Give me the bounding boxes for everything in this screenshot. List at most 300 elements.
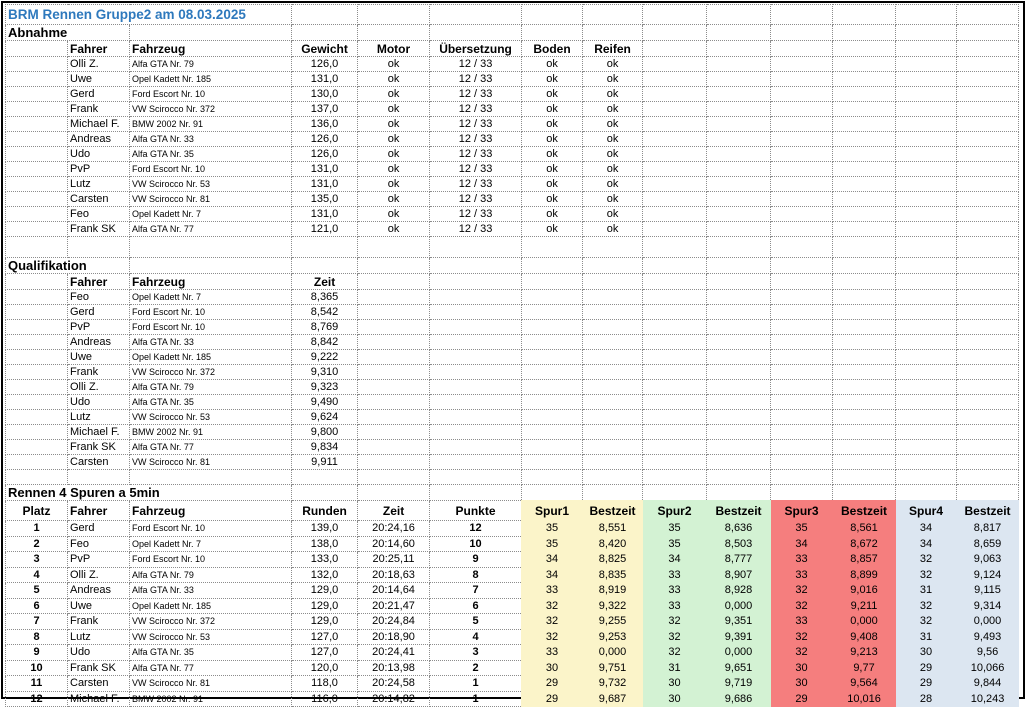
fahrzeug-cell[interactable]: Alfa GTA Nr. 77 [130,660,292,676]
fahrer-cell[interactable]: Michael F. [68,117,130,132]
bestzeit1-cell[interactable]: 9,255 [583,614,643,630]
bestzeit2-cell[interactable]: 8,928 [707,583,771,599]
zeit-cell[interactable]: 8,842 [292,335,358,350]
fahrzeug-cell[interactable]: Opel Kadett Nr. 7 [130,207,292,222]
fahrzeug-cell[interactable]: Alfa GTA Nr. 35 [130,147,292,162]
zeit-cell[interactable]: 8,542 [292,305,358,320]
spur1-cell[interactable]: 32 [522,598,583,614]
gewicht-cell[interactable]: 130,0 [292,87,358,102]
col-header-fahrer[interactable]: Fahrer [68,41,130,57]
platz-cell[interactable]: 5 [6,583,68,599]
fahrer-cell[interactable]: Frank SK [68,440,130,455]
boden-cell[interactable]: ok [522,102,583,117]
col-header-bestzeit1[interactable]: Bestzeit [583,501,643,521]
spur4-cell[interactable]: 31 [896,629,957,645]
col-header-spur1[interactable]: Spur1 [522,501,583,521]
col-header-punkte[interactable]: Punkte [430,501,522,521]
platz-cell[interactable]: 1 [6,521,68,537]
platz-cell[interactable]: 6 [6,598,68,614]
fahrer-cell[interactable]: Feo [68,536,130,552]
fahrzeug-cell[interactable]: Ford Escort Nr. 10 [130,87,292,102]
spur4-cell[interactable]: 34 [896,536,957,552]
zeit-cell[interactable]: 20:14,82 [358,691,430,707]
reifen-cell[interactable]: ok [583,57,643,72]
fahrzeug-cell[interactable]: Alfa GTA Nr. 33 [130,583,292,599]
spur4-cell[interactable]: 32 [896,552,957,568]
bestzeit3-cell[interactable]: 8,899 [833,567,896,583]
bestzeit4-cell[interactable]: 9,56 [957,645,1019,661]
spur4-cell[interactable]: 29 [896,676,957,692]
zeit-cell[interactable]: 9,624 [292,410,358,425]
bestzeit1-cell[interactable]: 9,322 [583,598,643,614]
platz-cell[interactable]: 2 [6,536,68,552]
bestzeit3-cell[interactable]: 9,016 [833,583,896,599]
spur3-cell[interactable]: 30 [771,676,833,692]
motor-cell[interactable]: ok [358,177,430,192]
fahrzeug-cell[interactable]: VW Scirocco Nr. 81 [130,192,292,207]
bestzeit3-cell[interactable]: 9,408 [833,629,896,645]
zeit-cell[interactable]: 9,911 [292,455,358,470]
fahrzeug-cell[interactable]: Ford Escort Nr. 10 [130,320,292,335]
fahrzeug-cell[interactable]: BMW 2002 Nr. 91 [130,691,292,707]
bestzeit3-cell[interactable]: 9,77 [833,660,896,676]
spur1-cell[interactable]: 35 [522,521,583,537]
punkte-cell[interactable]: 5 [430,614,522,630]
col-header-spur4[interactable]: Spur4 [896,501,957,521]
boden-cell[interactable]: ok [522,192,583,207]
motor-cell[interactable]: ok [358,117,430,132]
motor-cell[interactable]: ok [358,87,430,102]
fahrzeug-cell[interactable]: Alfa GTA Nr. 35 [130,395,292,410]
spur2-cell[interactable]: 32 [643,614,707,630]
runden-cell[interactable]: 132,0 [292,567,358,583]
spur1-cell[interactable]: 34 [522,552,583,568]
spur4-cell[interactable]: 32 [896,567,957,583]
spur4-cell[interactable]: 32 [896,598,957,614]
uebersetzung-cell[interactable]: 12 / 33 [430,117,522,132]
col-header-zeit[interactable]: Zeit [358,501,430,521]
platz-cell[interactable]: 7 [6,614,68,630]
spur3-cell[interactable]: 34 [771,536,833,552]
fahrer-cell[interactable]: Feo [68,290,130,305]
bestzeit4-cell[interactable]: 9,493 [957,629,1019,645]
spur4-cell[interactable]: 30 [896,645,957,661]
fahrer-cell[interactable]: Uwe [68,350,130,365]
gewicht-cell[interactable]: 126,0 [292,57,358,72]
bestzeit1-cell[interactable]: 8,551 [583,521,643,537]
fahrzeug-cell[interactable]: BMW 2002 Nr. 91 [130,117,292,132]
sheet-title[interactable]: BRM Rennen Gruppe2 am 08.03.2025 [6,5,292,25]
spur4-cell[interactable]: 29 [896,660,957,676]
zeit-cell[interactable]: 20:14,60 [358,536,430,552]
motor-cell[interactable]: ok [358,162,430,177]
reifen-cell[interactable]: ok [583,132,643,147]
fahrzeug-cell[interactable]: Ford Escort Nr. 10 [130,521,292,537]
reifen-cell[interactable]: ok [583,192,643,207]
boden-cell[interactable]: ok [522,222,583,237]
zeit-cell[interactable]: 20:14,64 [358,583,430,599]
bestzeit2-cell[interactable]: 8,907 [707,567,771,583]
zeit-cell[interactable]: 9,222 [292,350,358,365]
bestzeit4-cell[interactable]: 9,115 [957,583,1019,599]
boden-cell[interactable]: ok [522,87,583,102]
fahrzeug-cell[interactable]: VW Scirocco Nr. 81 [130,676,292,692]
bestzeit1-cell[interactable]: 8,825 [583,552,643,568]
runden-cell[interactable]: 120,0 [292,660,358,676]
bestzeit4-cell[interactable]: 9,063 [957,552,1019,568]
fahrzeug-cell[interactable]: Alfa GTA Nr. 35 [130,645,292,661]
spur2-cell[interactable]: 33 [643,583,707,599]
spur3-cell[interactable]: 30 [771,660,833,676]
bestzeit2-cell[interactable]: 9,719 [707,676,771,692]
col-header-spur2[interactable]: Spur2 [643,501,707,521]
bestzeit1-cell[interactable]: 9,687 [583,691,643,707]
spur2-cell[interactable]: 32 [643,629,707,645]
zeit-cell[interactable]: 9,834 [292,440,358,455]
bestzeit1-cell[interactable]: 8,919 [583,583,643,599]
fahrer-cell[interactable]: Michael F. [68,425,130,440]
platz-cell[interactable]: 12 [6,691,68,707]
bestzeit2-cell[interactable]: 9,686 [707,691,771,707]
col-header-fahrzeug[interactable]: Fahrzeug [130,274,292,290]
fahrer-cell[interactable]: Udo [68,395,130,410]
runden-cell[interactable]: 138,0 [292,536,358,552]
fahrer-cell[interactable]: PvP [68,162,130,177]
zeit-cell[interactable]: 20:24,41 [358,645,430,661]
fahrer-cell[interactable]: Gerd [68,87,130,102]
spur4-cell[interactable]: 28 [896,691,957,707]
col-header-fahrzeug[interactable]: Fahrzeug [130,41,292,57]
bestzeit3-cell[interactable]: 8,672 [833,536,896,552]
fahrzeug-cell[interactable]: Alfa GTA Nr. 79 [130,57,292,72]
col-header-zeit[interactable]: Zeit [292,274,358,290]
fahrer-cell[interactable]: PvP [68,552,130,568]
fahrzeug-cell[interactable]: Opel Kadett Nr. 7 [130,536,292,552]
fahrer-cell[interactable]: Frank SK [68,660,130,676]
spur3-cell[interactable]: 32 [771,629,833,645]
motor-cell[interactable]: ok [358,207,430,222]
punkte-cell[interactable]: 10 [430,536,522,552]
section-label-qualifikation[interactable]: Qualifikation [6,258,130,274]
fahrzeug-cell[interactable]: VW Scirocco Nr. 81 [130,455,292,470]
spur3-cell[interactable]: 32 [771,645,833,661]
fahrzeug-cell[interactable]: Alfa GTA Nr. 79 [130,567,292,583]
spur2-cell[interactable]: 35 [643,521,707,537]
punkte-cell[interactable]: 6 [430,598,522,614]
col-header-platz[interactable]: Platz [6,501,68,521]
spur2-cell[interactable]: 30 [643,676,707,692]
zeit-cell[interactable]: 9,490 [292,395,358,410]
platz-cell[interactable]: 11 [6,676,68,692]
fahrer-cell[interactable]: Olli Z. [68,567,130,583]
spur4-cell[interactable]: 34 [896,521,957,537]
gewicht-cell[interactable]: 131,0 [292,207,358,222]
bestzeit4-cell[interactable]: 10,243 [957,691,1019,707]
fahrzeug-cell[interactable]: Alfa GTA Nr. 33 [130,335,292,350]
gewicht-cell[interactable]: 131,0 [292,177,358,192]
bestzeit2-cell[interactable]: 8,777 [707,552,771,568]
zeit-cell[interactable]: 8,365 [292,290,358,305]
zeit-cell[interactable]: 20:24,58 [358,676,430,692]
fahrzeug-cell[interactable]: Alfa GTA Nr. 77 [130,222,292,237]
spur1-cell[interactable]: 34 [522,567,583,583]
boden-cell[interactable]: ok [522,132,583,147]
punkte-cell[interactable]: 12 [430,521,522,537]
zeit-cell[interactable]: 20:24,16 [358,521,430,537]
punkte-cell[interactable]: 4 [430,629,522,645]
punkte-cell[interactable]: 7 [430,583,522,599]
bestzeit4-cell[interactable]: 8,817 [957,521,1019,537]
bestzeit3-cell[interactable]: 0,000 [833,614,896,630]
fahrzeug-cell[interactable]: VW Scirocco Nr. 53 [130,177,292,192]
spur2-cell[interactable]: 30 [643,691,707,707]
platz-cell[interactable]: 8 [6,629,68,645]
gewicht-cell[interactable]: 121,0 [292,222,358,237]
spur1-cell[interactable]: 32 [522,614,583,630]
fahrzeug-cell[interactable]: Opel Kadett Nr. 185 [130,350,292,365]
bestzeit1-cell[interactable]: 8,420 [583,536,643,552]
reifen-cell[interactable]: ok [583,87,643,102]
gewicht-cell[interactable]: 131,0 [292,162,358,177]
runden-cell[interactable]: 116,0 [292,691,358,707]
fahrer-cell[interactable]: Lutz [68,629,130,645]
punkte-cell[interactable]: 9 [430,552,522,568]
spur4-cell[interactable]: 31 [896,583,957,599]
spur1-cell[interactable]: 35 [522,536,583,552]
runden-cell[interactable]: 129,0 [292,614,358,630]
col-header-fahrer[interactable]: Fahrer [68,501,130,521]
fahrer-cell[interactable]: Frank SK [68,222,130,237]
col-header-spur3[interactable]: Spur3 [771,501,833,521]
fahrzeug-cell[interactable]: VW Scirocco Nr. 372 [130,614,292,630]
fahrzeug-cell[interactable]: Ford Escort Nr. 10 [130,305,292,320]
col-header-runden[interactable]: Runden [292,501,358,521]
fahrzeug-cell[interactable]: Alfa GTA Nr. 33 [130,132,292,147]
platz-cell[interactable]: 10 [6,660,68,676]
gewicht-cell[interactable]: 137,0 [292,102,358,117]
spur3-cell[interactable]: 33 [771,552,833,568]
bestzeit4-cell[interactable]: 0,000 [957,614,1019,630]
fahrer-cell[interactable]: Lutz [68,177,130,192]
fahrer-cell[interactable]: Andreas [68,583,130,599]
bestzeit1-cell[interactable]: 0,000 [583,645,643,661]
motor-cell[interactable]: ok [358,192,430,207]
zeit-cell[interactable]: 20:21,47 [358,598,430,614]
col-header-fahrer[interactable]: Fahrer [68,274,130,290]
spur3-cell[interactable]: 35 [771,521,833,537]
punkte-cell[interactable]: 8 [430,567,522,583]
reifen-cell[interactable]: ok [583,222,643,237]
bestzeit2-cell[interactable]: 9,651 [707,660,771,676]
boden-cell[interactable]: ok [522,117,583,132]
bestzeit2-cell[interactable]: 0,000 [707,645,771,661]
fahrzeug-cell[interactable]: VW Scirocco Nr. 372 [130,102,292,117]
spur3-cell[interactable]: 32 [771,583,833,599]
motor-cell[interactable]: ok [358,102,430,117]
uebersetzung-cell[interactable]: 12 / 33 [430,87,522,102]
spur1-cell[interactable]: 29 [522,676,583,692]
col-header-bestzeit3[interactable]: Bestzeit [833,501,896,521]
zeit-cell[interactable]: 20:18,90 [358,629,430,645]
motor-cell[interactable]: ok [358,222,430,237]
boden-cell[interactable]: ok [522,177,583,192]
reifen-cell[interactable]: ok [583,102,643,117]
fahrer-cell[interactable]: Carsten [68,455,130,470]
bestzeit2-cell[interactable]: 9,351 [707,614,771,630]
fahrzeug-cell[interactable]: VW Scirocco Nr. 372 [130,365,292,380]
gewicht-cell[interactable]: 126,0 [292,132,358,147]
boden-cell[interactable]: ok [522,162,583,177]
reifen-cell[interactable]: ok [583,162,643,177]
punkte-cell[interactable]: 1 [430,691,522,707]
runden-cell[interactable]: 129,0 [292,598,358,614]
platz-cell[interactable]: 3 [6,552,68,568]
fahrer-cell[interactable]: Lutz [68,410,130,425]
gewicht-cell[interactable]: 126,0 [292,147,358,162]
runden-cell[interactable]: 133,0 [292,552,358,568]
bestzeit1-cell[interactable]: 8,835 [583,567,643,583]
bestzeit2-cell[interactable]: 9,391 [707,629,771,645]
fahrer-cell[interactable]: Frank [68,614,130,630]
col-header-bestzeit4[interactable]: Bestzeit [957,501,1019,521]
bestzeit1-cell[interactable]: 9,751 [583,660,643,676]
gewicht-cell[interactable]: 136,0 [292,117,358,132]
motor-cell[interactable]: ok [358,57,430,72]
spur2-cell[interactable]: 35 [643,536,707,552]
fahrzeug-cell[interactable]: Alfa GTA Nr. 77 [130,440,292,455]
section-label-rennen[interactable]: Rennen 4 Spuren a 5min [6,485,292,501]
spur4-cell[interactable]: 32 [896,614,957,630]
reifen-cell[interactable]: ok [583,147,643,162]
bestzeit2-cell[interactable]: 0,000 [707,598,771,614]
punkte-cell[interactable]: 2 [430,660,522,676]
col-header-reifen[interactable]: Reifen [583,41,643,57]
spur3-cell[interactable]: 32 [771,598,833,614]
bestzeit1-cell[interactable]: 9,732 [583,676,643,692]
zeit-cell[interactable]: 20:24,84 [358,614,430,630]
uebersetzung-cell[interactable]: 12 / 33 [430,162,522,177]
gewicht-cell[interactable]: 135,0 [292,192,358,207]
uebersetzung-cell[interactable]: 12 / 33 [430,177,522,192]
col-header-gewicht[interactable]: Gewicht [292,41,358,57]
uebersetzung-cell[interactable]: 12 / 33 [430,147,522,162]
boden-cell[interactable]: ok [522,147,583,162]
fahrer-cell[interactable]: Olli Z. [68,380,130,395]
col-header-fahrzeug[interactable]: Fahrzeug [130,501,292,521]
fahrzeug-cell[interactable]: BMW 2002 Nr. 91 [130,425,292,440]
reifen-cell[interactable]: ok [583,207,643,222]
bestzeit4-cell[interactable]: 10,066 [957,660,1019,676]
fahrzeug-cell[interactable]: VW Scirocco Nr. 53 [130,410,292,425]
section-label-abnahme[interactable]: Abnahme [6,25,130,41]
fahrzeug-cell[interactable]: Opel Kadett Nr. 185 [130,72,292,87]
bestzeit2-cell[interactable]: 8,636 [707,521,771,537]
uebersetzung-cell[interactable]: 12 / 33 [430,72,522,87]
zeit-cell[interactable]: 9,323 [292,380,358,395]
uebersetzung-cell[interactable]: 12 / 33 [430,222,522,237]
motor-cell[interactable]: ok [358,132,430,147]
bestzeit3-cell[interactable]: 9,213 [833,645,896,661]
spur2-cell[interactable]: 33 [643,567,707,583]
bestzeit3-cell[interactable]: 9,211 [833,598,896,614]
runden-cell[interactable]: 127,0 [292,645,358,661]
uebersetzung-cell[interactable]: 12 / 33 [430,102,522,117]
spur1-cell[interactable]: 30 [522,660,583,676]
fahrer-cell[interactable]: Carsten [68,192,130,207]
uebersetzung-cell[interactable]: 12 / 33 [430,132,522,147]
fahrer-cell[interactable]: Andreas [68,132,130,147]
boden-cell[interactable]: ok [522,72,583,87]
col-header-uebersetzung[interactable]: Übersetzung [430,41,522,57]
bestzeit3-cell[interactable]: 10,016 [833,691,896,707]
fahrer-cell[interactable]: PvP [68,320,130,335]
fahrzeug-cell[interactable]: Ford Escort Nr. 10 [130,162,292,177]
zeit-cell[interactable]: 8,769 [292,320,358,335]
gewicht-cell[interactable]: 131,0 [292,72,358,87]
bestzeit2-cell[interactable]: 8,503 [707,536,771,552]
zeit-cell[interactable]: 20:13,98 [358,660,430,676]
bestzeit4-cell[interactable]: 8,659 [957,536,1019,552]
bestzeit4-cell[interactable]: 9,314 [957,598,1019,614]
spur2-cell[interactable]: 33 [643,598,707,614]
fahrer-cell[interactable]: Michael F. [68,691,130,707]
platz-cell[interactable]: 9 [6,645,68,661]
fahrzeug-cell[interactable]: Ford Escort Nr. 10 [130,552,292,568]
bestzeit3-cell[interactable]: 8,561 [833,521,896,537]
bestzeit4-cell[interactable]: 9,124 [957,567,1019,583]
boden-cell[interactable]: ok [522,57,583,72]
reifen-cell[interactable]: ok [583,177,643,192]
fahrer-cell[interactable]: Feo [68,207,130,222]
punkte-cell[interactable]: 1 [430,676,522,692]
spur2-cell[interactable]: 32 [643,645,707,661]
platz-cell[interactable]: 4 [6,567,68,583]
uebersetzung-cell[interactable]: 12 / 33 [430,57,522,72]
col-header-bestzeit2[interactable]: Bestzeit [707,501,771,521]
fahrzeug-cell[interactable]: Opel Kadett Nr. 185 [130,598,292,614]
spur3-cell[interactable]: 33 [771,567,833,583]
reifen-cell[interactable]: ok [583,72,643,87]
spur3-cell[interactable]: 33 [771,614,833,630]
runden-cell[interactable]: 139,0 [292,521,358,537]
bestzeit3-cell[interactable]: 8,857 [833,552,896,568]
spur1-cell[interactable]: 32 [522,629,583,645]
fahrer-cell[interactable]: Gerd [68,521,130,537]
bestzeit1-cell[interactable]: 9,253 [583,629,643,645]
runden-cell[interactable]: 118,0 [292,676,358,692]
fahrer-cell[interactable]: Frank [68,365,130,380]
fahrer-cell[interactable]: Udo [68,147,130,162]
bestzeit4-cell[interactable]: 9,844 [957,676,1019,692]
spur2-cell[interactable]: 34 [643,552,707,568]
fahrer-cell[interactable]: Frank [68,102,130,117]
fahrer-cell[interactable]: Olli Z. [68,57,130,72]
fahrzeug-cell[interactable]: Alfa GTA Nr. 79 [130,380,292,395]
spur1-cell[interactable]: 33 [522,583,583,599]
zeit-cell[interactable]: 9,310 [292,365,358,380]
spur3-cell[interactable]: 29 [771,691,833,707]
boden-cell[interactable]: ok [522,207,583,222]
fahrzeug-cell[interactable]: VW Scirocco Nr. 53 [130,629,292,645]
runden-cell[interactable]: 127,0 [292,629,358,645]
zeit-cell[interactable]: 20:25,11 [358,552,430,568]
runden-cell[interactable]: 129,0 [292,583,358,599]
zeit-cell[interactable]: 20:18,63 [358,567,430,583]
uebersetzung-cell[interactable]: 12 / 33 [430,207,522,222]
fahrer-cell[interactable]: Andreas [68,335,130,350]
col-header-motor[interactable]: Motor [358,41,430,57]
fahrzeug-cell[interactable]: Opel Kadett Nr. 7 [130,290,292,305]
